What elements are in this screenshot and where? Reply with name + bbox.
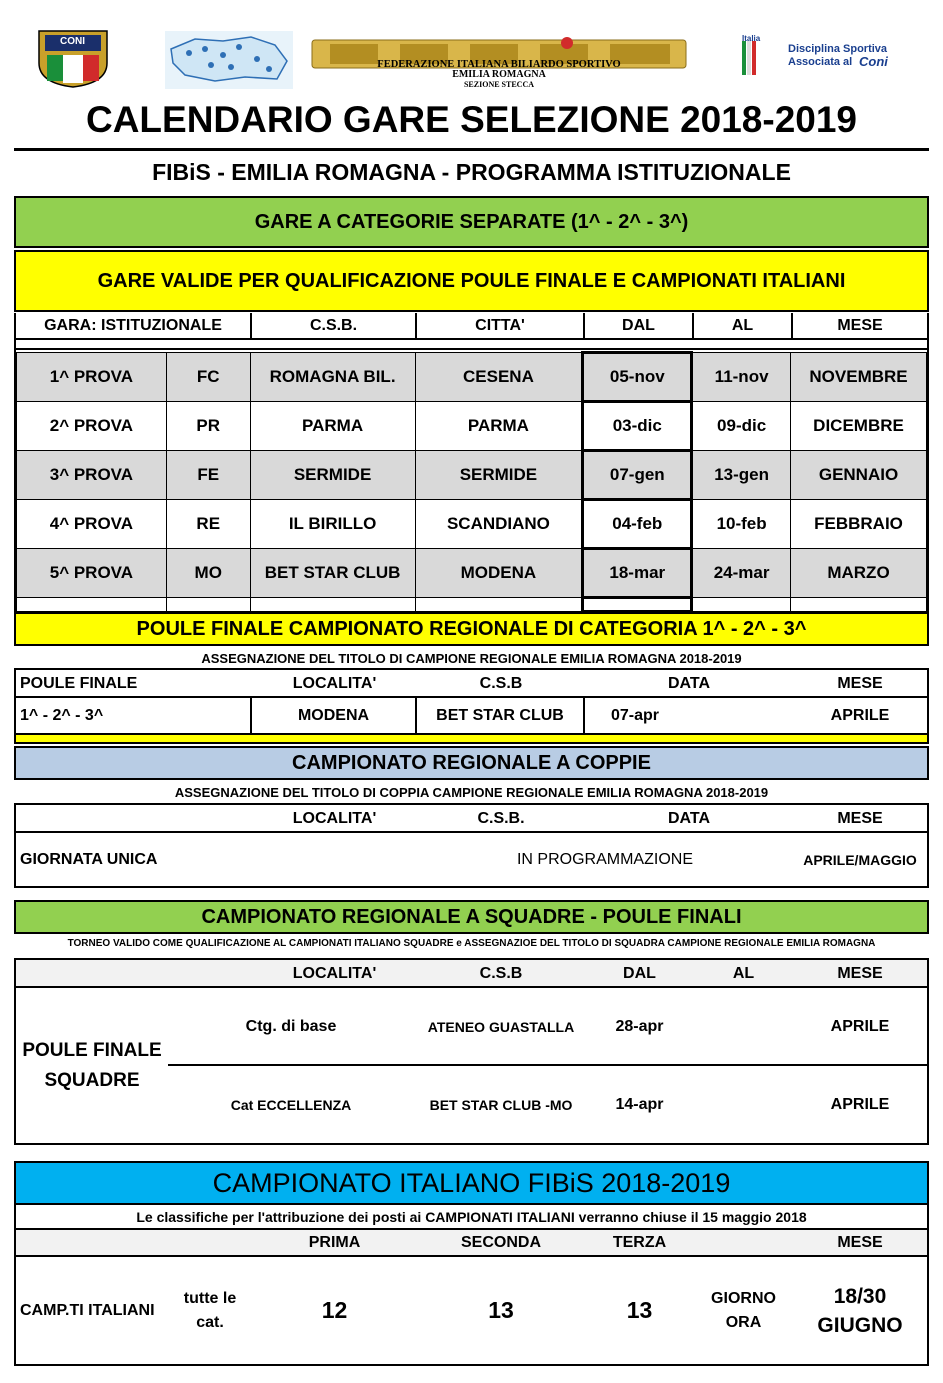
cell-prov: FC [166, 353, 250, 402]
cell-gara: 3^ PROVA [17, 451, 167, 500]
cell-csb: BET STAR CLUB [250, 549, 415, 598]
sec2-note: ASSEGNAZIONE DEL TITOLO DI CAMPIONE REGIONALE EMILIA ROMAGNA 2018-2019 [201, 650, 742, 666]
cell-gara: 1^ PROVA [17, 353, 167, 402]
sec5-col-prima: PRIMA [308, 1234, 361, 1251]
sec1-subheader: GARE VALIDE PER QUALIFICAZIONE POULE FINALE E CAMPIONATI ITALIANI [14, 250, 929, 312]
sec5-giorno-line2: ORA [725, 1313, 762, 1331]
cell-prov: FE [166, 451, 250, 500]
cell-al: 10-feb [692, 500, 791, 549]
cell-gara: 5^ PROVA [17, 549, 167, 598]
fibis-line3: SEZIONE STECCA [463, 79, 535, 89]
sec1-columns [14, 313, 929, 340]
cell-citta: PARMA [415, 402, 583, 451]
sec2-cell-data: 07-apr [611, 706, 660, 724]
title-rule [14, 148, 929, 151]
sec4-r2-dal: 14-apr [615, 1095, 664, 1113]
sec3-cell-mese: APRILE/MAGGIO [803, 852, 917, 868]
sec2-table [14, 668, 929, 744]
sec5-col-seconda: SECONDA [460, 1234, 541, 1251]
coni-italia-text: Italia [742, 34, 761, 43]
sec5-cell-mese [793, 1257, 927, 1364]
sec5-cell-prima: 12 [321, 1297, 348, 1323]
sec4-r1-dal: 28-apr [615, 1017, 664, 1035]
fibis-line2: EMILIA ROMAGNA [452, 69, 546, 80]
sec5-mese-line1: 18/30 [833, 1284, 887, 1308]
cell-prov: MO [166, 549, 250, 598]
cell-al: 11-nov [692, 353, 791, 402]
sec4-col-csb: C.S.B [479, 964, 523, 982]
cell-dal: 04-feb [583, 500, 692, 549]
sec1-col-dal: DAL [585, 313, 694, 338]
sec4-label-line2: SQUADRE [44, 1069, 140, 1091]
sec2-col-mese: MESE [837, 674, 883, 692]
cell-csb: SERMIDE [250, 451, 415, 500]
table-row [17, 500, 927, 549]
sec1-col-citta: CITTA' [417, 313, 585, 338]
coni-brand: Coni [859, 54, 888, 69]
sec4-header: CAMPIONATO REGIONALE A SQUADRE - POULE FINALI [14, 900, 929, 934]
sec1-header: GARE A CATEGORIE SEPARATE (1^ - 2^ - 3^) [14, 196, 929, 248]
table-row [17, 402, 927, 451]
cell-csb: ROMAGNA BIL. [250, 353, 415, 402]
sec4-col-dal: DAL [623, 964, 656, 982]
emilia-romagna-map-logo [165, 31, 293, 89]
sec2-cell-cat: 1^ - 2^ - 3^ [16, 698, 252, 733]
cell-mese: FEBBRAIO [791, 500, 927, 549]
sec3-col-data: DATA [667, 809, 711, 827]
cell-dal: 05-nov [583, 353, 692, 402]
cell-citta: SERMIDE [415, 451, 583, 500]
sec2-cell-mese: APRILE [830, 706, 890, 724]
coni-emblem-text: CONI [60, 36, 85, 47]
coni-associated-logo [742, 34, 902, 75]
cell-prov: PR [166, 402, 250, 451]
sec5-mese-line2: GIUGNO [817, 1313, 903, 1337]
cell-dal: 03-dic [583, 402, 692, 451]
table-row [17, 353, 927, 402]
sec4-table [14, 958, 929, 1145]
sec3-table [14, 803, 929, 888]
sec4-label [16, 988, 168, 1143]
sec4-label-line1: POULE FINALE [22, 1039, 162, 1061]
cell-al: 09-dic [692, 402, 791, 451]
sec4-r2-csb: BET STAR CLUB -MO [429, 1096, 573, 1113]
sec3-col-localita: LOCALITA' [292, 809, 377, 827]
page-title: CALENDARIO GARE SELEZIONE 2018-2019 [85, 99, 858, 140]
cell-prov: RE [166, 500, 250, 549]
sec5-cell-cat [168, 1257, 252, 1364]
sec5-giorno-line1: GIORNO [711, 1289, 776, 1307]
sec3-col-csb: C.S.B. [477, 809, 525, 827]
cell-al: 13-gen [692, 451, 791, 500]
page-subtitle: FIBiS - EMILIA ROMAGNA - PROGRAMMA ISTITUZIONALE [152, 158, 791, 185]
sec1-col-gara: GARA: ISTITUZIONALE [16, 313, 252, 338]
sec3-cell-label: GIORNATA UNICA [20, 851, 158, 868]
sec4-r1-mese: APRILE [830, 1017, 890, 1035]
cell-mese: MARZO [791, 549, 927, 598]
cell-citta: SCANDIANO [415, 500, 583, 549]
sec2-col-localita: LOCALITA' [292, 674, 377, 692]
sec5-cat-line1: tutte le [183, 1289, 237, 1307]
sec2-cell-localita: MODENA [252, 698, 417, 733]
sec5-col-terza: TERZA [612, 1234, 667, 1251]
sec5-cell-label: CAMP.TI ITALIANI [20, 1301, 155, 1319]
coni-emblem-logo [33, 27, 113, 89]
cell-csb: IL BIRILLO [250, 500, 415, 549]
sec4-r2-mese: APRILE [830, 1095, 890, 1113]
coni-line2: Associata al [788, 56, 853, 68]
coni-line1: Disciplina Sportiva [788, 43, 888, 55]
sec1-rows [16, 351, 927, 613]
cell-gara: 2^ PROVA [17, 402, 167, 451]
table-row [17, 549, 927, 598]
sec5-cell-giorno [694, 1257, 793, 1364]
sec1-col-al: AL [694, 313, 793, 338]
sec5-header: CAMPIONATO ITALIANO FIBiS 2018-2019 [14, 1161, 929, 1205]
cell-al: 24-mar [692, 549, 791, 598]
cell-citta: MODENA [415, 549, 583, 598]
sec4-r1-cat: Ctg. di base [245, 1017, 337, 1035]
sec4-r1-csb: ATENEO GUASTALLA [427, 1018, 575, 1035]
cell-csb: PARMA [250, 402, 415, 451]
sec5-col-mese: MESE [837, 1234, 883, 1251]
fibis-logo [310, 36, 688, 89]
sec2-col-data: DATA [667, 674, 711, 692]
sec5-note: Le classifiche per l'attribuzione dei posti ai CAMPIONATI ITALIANI verranno chiuse il 15 maggio 2018 [136, 1209, 807, 1225]
sec4-note: TORNEO VALIDO COME QUALIFICAZIONE AL CAMPIONATI ITALIANO SQUADRE e ASSEGNAZIOE DEL TITOLO DI SQUADRA CAMPIONE REGIONALE EMILIA ROMAGNA [67, 937, 876, 949]
cell-mese: GENNAIO [791, 451, 927, 500]
sec3-header: CAMPIONATO REGIONALE A COPPIE [14, 746, 929, 780]
table-row [17, 451, 927, 500]
sec5-cell-seconda: 13 [488, 1297, 514, 1323]
cell-gara: 4^ PROVA [17, 500, 167, 549]
fibis-line1: FEDERAZIONE ITALIANA BILIARDO SPORTIVO [377, 58, 621, 70]
sec1-col-mese: MESE [837, 316, 883, 334]
sec4-r2-cat: Cat ECCELLENZA [230, 1096, 352, 1113]
sec5-cell-terza: 13 [626, 1297, 653, 1323]
sec3-col-mese: MESE [837, 809, 883, 827]
sec3-note: ASSEGNAZIONE DEL TITOLO DI COPPIA CAMPIONE REGIONALE EMILIA ROMAGNA 2018-2019 [174, 784, 769, 800]
sec1-col-csb: C.S.B. [252, 313, 417, 338]
cell-mese: NOVEMBRE [791, 353, 927, 402]
sec4-col-al: AL [732, 964, 755, 982]
sec2-col-poule: POULE FINALE [20, 674, 138, 692]
sec2-header: POULE FINALE CAMPIONATO REGIONALE DI CATEGORIA 1^ - 2^ - 3^ [14, 612, 929, 646]
sec4-col-localita: LOCALITA' [292, 964, 377, 982]
table-row [17, 598, 927, 612]
cell-dal: 18-mar [583, 549, 692, 598]
sec2-col-csb: C.S.B [479, 674, 523, 692]
cell-mese: DICEMBRE [791, 402, 927, 451]
sec4-col-mese: MESE [837, 964, 883, 982]
sec5-table [14, 1205, 929, 1366]
sec2-cell-csb: BET STAR CLUB [417, 698, 585, 733]
sec3-cell-status: IN PROGRAMMAZIONE [516, 851, 693, 868]
sec5-cat-line2: cat. [196, 1313, 224, 1331]
cell-citta: CESENA [415, 353, 583, 402]
cell-dal: 07-gen [583, 451, 692, 500]
